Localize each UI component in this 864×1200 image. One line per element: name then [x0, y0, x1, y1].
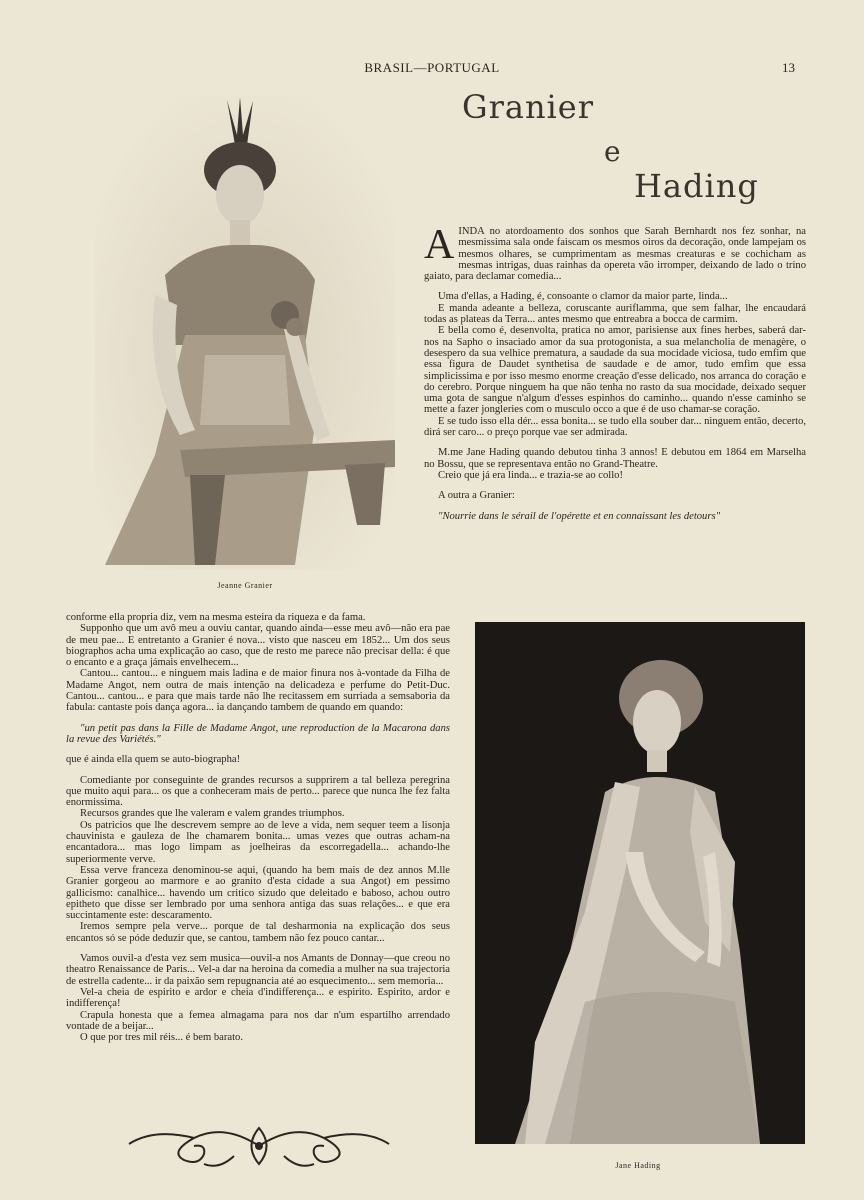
paragraph: O que por tres mil réis... é bem barato.: [80, 1032, 243, 1044]
paragraph: Crapula honesta que a femea almagama para nos dar n'um espartilho arrendado vontade de a beijar...: [66, 1009, 450, 1032]
quote-petit-pas: "un petit pas dans la Fille de Madame Angot, une reproduction de la Macarona dans la revue des Variétés.": [66, 722, 450, 745]
paragraph: E se tudo isso ella dér... essa bonita... se tudo ella souber dar... ninguem então, decerto, dirá ser caro... o preço porque vae ser admirada.: [424, 415, 806, 439]
paragraph: E manda adeante a belleza, coruscante auriflamma, que sem falhar, lhe encaudará todas as plateas da Terra... antes mesmo que entreabra a bocca de carmim.: [424, 302, 806, 326]
paragraph: E bella como é, desenvolta, pratica no amor, parisiense aux fines herbes, saberá dar-nos na Sapho o insaciado amor da sua protogonista, a sua melancholia de menagère, o desespero da sua velhice prematura, a saudade da sua mocidade viciosa, tudo emfim que essa figura de Daudet synthetisa de saudade e de amor, tudo emfim que essa simplicissima e por isso mesmo enorme creação d'esse delicado, nos arranca do coração e do cerebro. Porque ninguem ha que não tenha no rasto da sua mocidade, deixado sequer uma gota de sangue n'algum d'esses espinhos do caminho... quando n'esse caminho se mette a fazer jongleries com o musculo occo a que é de uso chamar-se coração.: [424, 325, 806, 416]
article-right-column: [424, 222, 806, 522]
title-conjunction: e: [604, 135, 622, 168]
paragraph: Creio que já era linda... e trazia-se ao collo!: [438, 469, 624, 481]
portrait-jeanne-granier: [95, 95, 395, 570]
title-granier: Granier: [462, 88, 595, 126]
caption-jeanne-granier: Jeanne Granier: [217, 581, 273, 590]
running-header: BRASIL—PORTUGAL: [364, 60, 500, 75]
portrait-jane-hading: [475, 622, 805, 1144]
title-hading: Hading: [634, 167, 759, 205]
paragraph: A outra a Granier:: [438, 490, 515, 502]
paragraph: Supponho que um avô meu a ouviu cantar, quando ainda—esse meu avô—não era pae de meu pae... E entretanto a Granier é nova... visto que nasceu em 1852... Um dos seus biographos acha uma explicação ao caso, que de resto me parece não precisar della: é que o encanto e a graça jámais envelhecem...: [66, 623, 450, 669]
paragraph: Comediante por conseguinte de grandes recursos a supprirem a tal belleza peregrina que muito aqui para... os que a conheceram mais de perto... parece que nunca lhe fez falta enormissima.: [66, 774, 450, 809]
paragraph: Iremos sempre pela verve... porque de tal desharmonia na explicação dos seus encantos só se póde deduzir que, se cantou, tambem não fez pouco cantar...: [66, 921, 450, 944]
portrait-jane-hading-illustration: [475, 622, 805, 1144]
page-number: 13: [782, 60, 795, 75]
paragraph: Uma d'ellas, a Hading, é, consoante o clamor da maior parte, linda...: [438, 291, 728, 303]
quote-nourrie: "Nourrie dans le sérail de l'opérette et en connaissant les detours": [438, 510, 721, 522]
paragraph: Essa verve franceza denominou-se aqui, (quando ha bem mais de dez annos M.lle Granier gorgeou ao marmore e ao granito d'esta cidade a sua Angot) em pessimo gallicismo: canalhice... havendo um critico sizudo que deleitado e baboso, achou outro epitheto que disse ser lembrado por uma senhora antiga das suas relações... e que era succintamente este: descaramento.: [66, 864, 450, 922]
drop-cap: A: [424, 222, 455, 268]
flourish-icon: [124, 1118, 394, 1174]
paragraph: conforme ella propria diz, vem na mesma esteira da riqueza e da fama.: [66, 612, 366, 623]
paragraph: Recursos grandes que lhe valeram e valem grandes triumphos.: [80, 808, 345, 820]
portrait-jeanne-granier-illustration: [95, 95, 395, 570]
opening-text: INDA no atordoamento dos sonhos que Sarah Bernhardt nos fez sonhar, na mesmissima sala onde faiscam os mesmos oiros da decoração, onde lampejam os mesmos olhares, se cumprimentam as mesmas creaturas e se cochicham as mesmas intrigas, duas rainhas da opereta vão irromper, deixando de lado o trino gaiato, para declamar comedia...: [424, 226, 806, 283]
paragraph: Vel-a cheia de espirito e ardor e cheia d'indifferença... e espirito. Espirito, ardor e indifferença!: [66, 986, 450, 1010]
article-left-column: [66, 612, 450, 1043]
paragraph: que é ainda ella quem se auto-biographa!: [66, 754, 241, 766]
ornament-flourish: [124, 1118, 394, 1174]
opening-paragraph: [424, 222, 806, 283]
paragraph: Vamos ouvil-a d'esta vez sem musica—ouvil-a nos Amants de Donnay—que creou no theatro Renaissance de Paris... Vel-a dar na heroina da comedia a mulher na sua trajectoria de estrella cadente... ir da paixão sem repugnancia até ao esquecimento... sem memoria...: [66, 953, 450, 987]
paragraph: Os patricios que lhe descrevem sempre ao de leve a vida, nem sequer teem a lisonja chauvinista e gauleza de lhe chamarem bonita... umas vezes que outras acham-na encantadora... mas logo limpam as joelheiras da escorregadella... achando-lhe superiormente verve.: [66, 819, 450, 865]
paragraph: M.me Jane Hading quando debutou tinha 3 annos! E debutou em 1864 em Marselha no Bossu, que se representava então no Grand-Theatre.: [424, 447, 806, 470]
paragraph: Cantou... cantou... e ninguem mais ladina e de maior finura nos à-vontade da Filha de Madame Angot, nem outra de mais intenção na delicadeza e perfume do Petit-Duc. Cantou... cantou... e para que mais tarde não lhe recitassem em surriada a semsaboria da fabula: cantaste pois dança agora... ia dançando tambem de quando em quando:: [66, 668, 450, 714]
caption-jane-hading: Jane Hading: [615, 1161, 661, 1170]
